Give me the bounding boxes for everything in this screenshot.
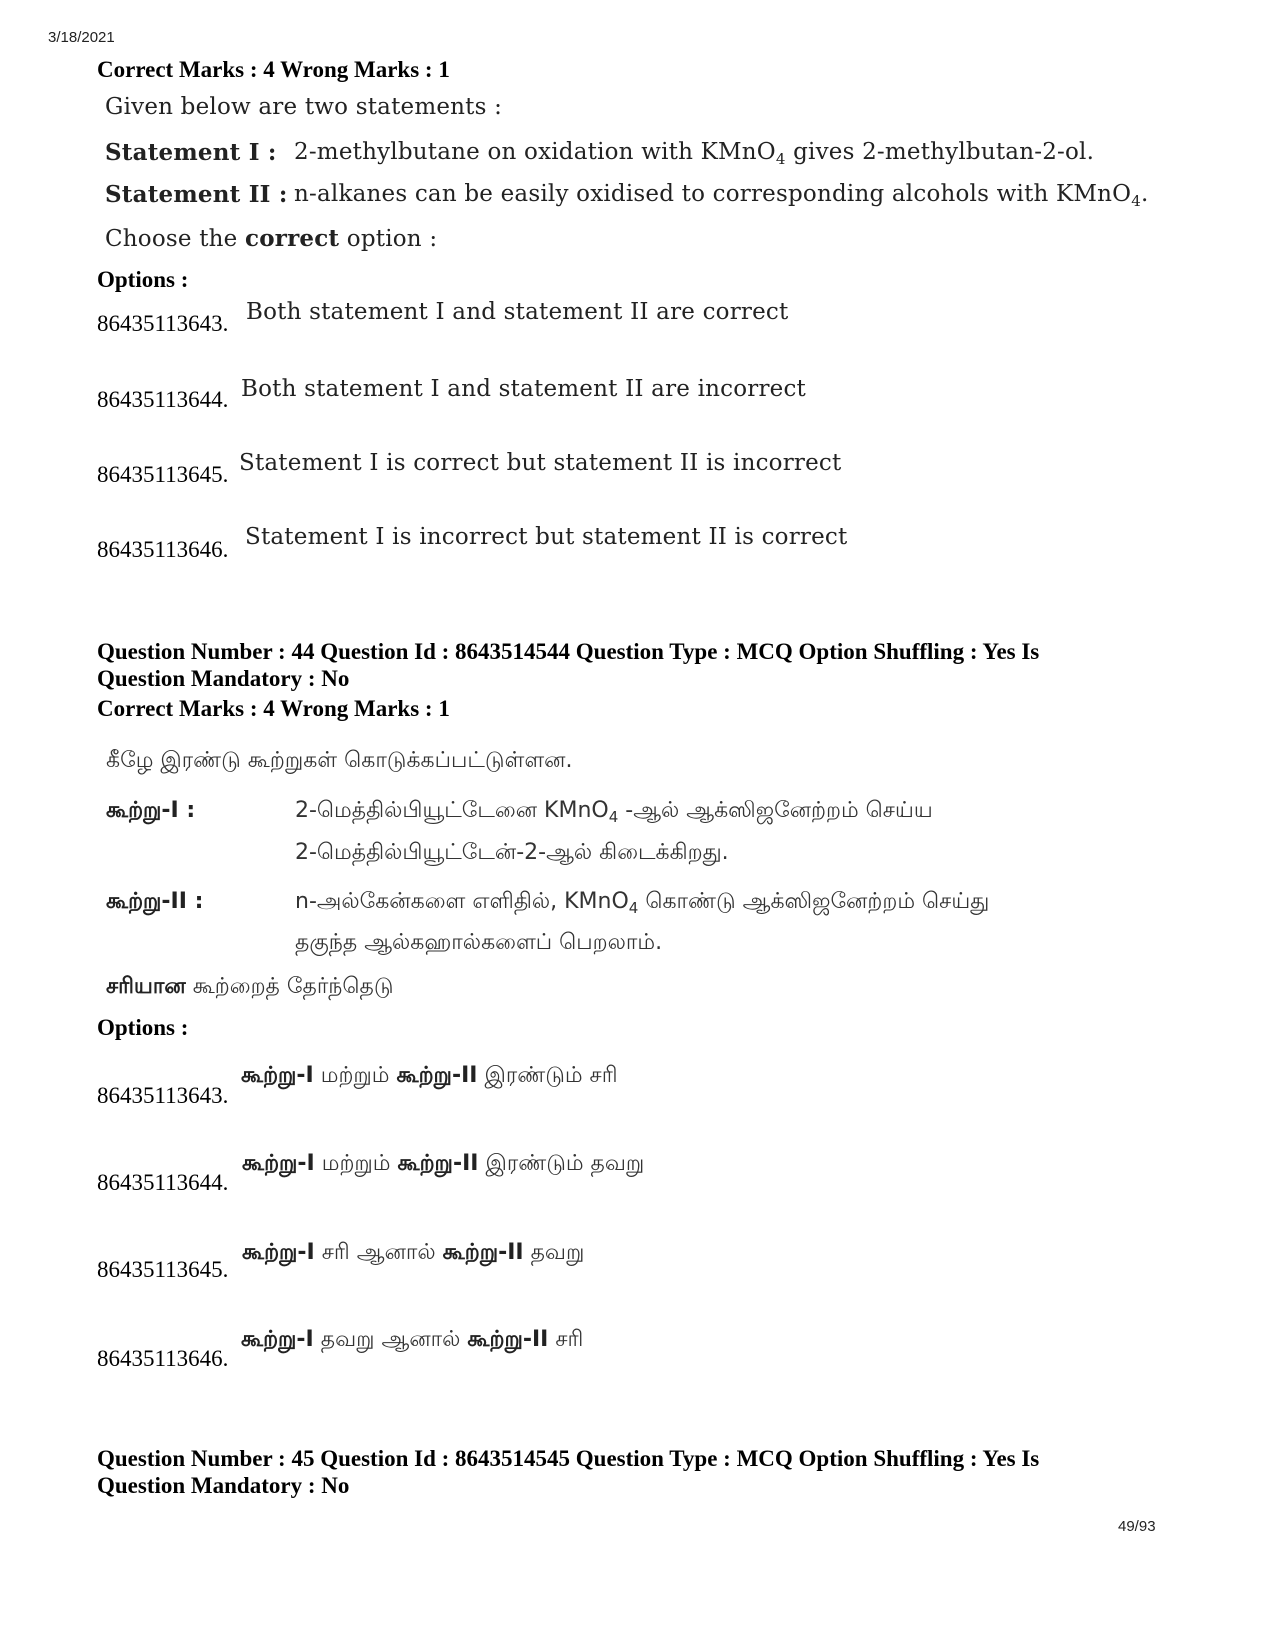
q43-statement-2-label: Statement II : (105, 181, 288, 208)
option-text: Both statement I and statement II are correct (246, 299, 789, 325)
option-id: 86435113643. (97, 1083, 229, 1108)
q44-marks: Correct Marks : 4 Wrong Marks : 1 (97, 696, 450, 721)
option-text: கூற்று-I மற்றும் கூற்று-II இரண்டும் தவறு (242, 1151, 645, 1176)
option-text: Statement I is incorrect but statement II is correct (245, 524, 848, 550)
q44-options-label: Options : (97, 1015, 189, 1040)
option-id: 86435113643. (97, 311, 229, 336)
option-id: 86435113646. (97, 537, 229, 562)
option-text: கூற்று-I சரி ஆனால் கூற்று-II தவறு (242, 1240, 585, 1265)
q44-intro: கீழே இரண்டு கூற்றுகள் கொடுக்கப்பட்டுள்ளன. (106, 748, 573, 773)
q44-statement-2-line-2: தகுந்த ஆல்கஹால்களைப் பெறலாம். (295, 930, 663, 955)
print-date: 3/18/2021 (48, 29, 115, 46)
q43-choose-prompt: Choose the correct option : (105, 225, 438, 252)
option-text: கூற்று-I மற்றும் கூற்று-II இரண்டும் சரி (241, 1063, 618, 1088)
option-id: 86435113645. (97, 1257, 229, 1282)
q43-statement-2-text: n-alkanes can be easily oxidised to corresponding alcohols with KMnO$_4$. (294, 181, 1149, 210)
option-id: 86435113644. (97, 387, 229, 412)
q44-statement-1-line-2: 2-மெத்தில்பியூட்டேன்-2-ஆல் கிடைக்கிறது. (295, 840, 729, 865)
option-text: Statement I is correct but statement II is incorrect (239, 450, 842, 476)
page-number: 49/93 (1118, 1518, 1156, 1535)
q44-statement-1-label: கூற்று-I : (106, 798, 196, 823)
option-id: 86435113644. (97, 1170, 229, 1195)
q43-options-label: Options : (97, 267, 189, 292)
option-id: 86435113646. (97, 1346, 229, 1371)
q43-intro: Given below are two statements : (105, 94, 503, 120)
option-id: 86435113645. (97, 462, 229, 487)
q44-choose-prompt: சரியான கூற்றைத் தேர்ந்தெடு (106, 974, 394, 999)
option-text: Both statement I and statement II are incorrect (241, 376, 807, 402)
q45-header: Question Number : 45 Question Id : 8643514545 Question Type : MCQ Option Shuffling : Yes Is Question Mandatory : No (97, 1446, 1040, 1498)
q44-statement-2-label: கூற்று-II : (106, 889, 204, 914)
q43-statement-1-label: Statement I : (105, 139, 277, 166)
q44-statement-2-line-1: n-அல்கேன்களை எளிதில், KMnO$_4$ கொண்டு ஆக்ஸிஜனேற்றம் செய்து (295, 889, 990, 917)
q44-statement-1-line-1: 2-மெத்தில்பியூட்டேனை KMnO$_4$ -ஆல் ஆக்ஸிஜனேற்றம் செய்ய (295, 798, 933, 826)
option-text: கூற்று-I தவறு ஆனால் கூற்று-II சரி (241, 1327, 584, 1352)
q43-marks: Correct Marks : 4 Wrong Marks : 1 (97, 57, 450, 82)
q43-statement-1-text: 2-methylbutane on oxidation with KMnO$_4$ gives 2-methylbutan-2-ol. (294, 139, 1095, 168)
q44-header: Question Number : 44 Question Id : 8643514544 Question Type : MCQ Option Shuffling : Yes Is Question Mandatory : No (97, 639, 1040, 691)
